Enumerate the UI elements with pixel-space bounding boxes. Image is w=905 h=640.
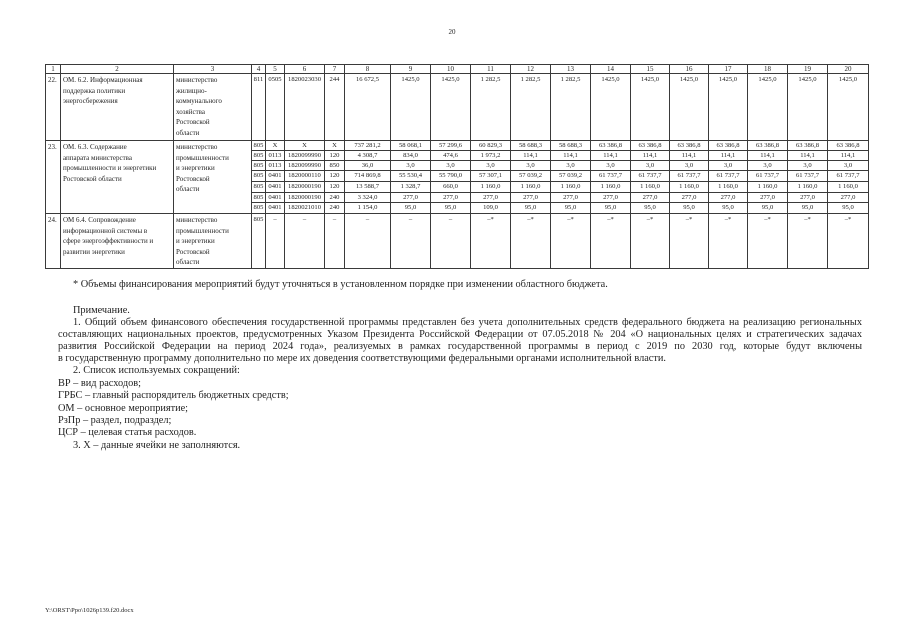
table-cell: 1 160,0	[471, 182, 511, 193]
measure-name: ОМ. 6.3. Содержание аппарата министерства промышленности и энергетики Ростовской области	[61, 141, 174, 214]
table-cell: 57 307,1	[471, 171, 511, 182]
table-cell: 1820099990	[285, 161, 325, 171]
table-cell: 0505	[266, 74, 285, 141]
table-cell: 95,0	[591, 203, 631, 214]
table-cell: 277,0	[591, 193, 631, 203]
table-cell: –*	[551, 214, 591, 269]
table-cell: 120	[325, 171, 345, 182]
notes-title: Примечание.	[73, 305, 130, 316]
table-cell: 63 386,8	[631, 141, 670, 151]
table-cell: 61 737,7	[631, 171, 670, 182]
table-cell: –	[391, 214, 431, 269]
table-cell: 55 530,4	[391, 171, 431, 182]
note-1-line: в государственную программу дополнительно по мере их доведения соответствующими федеральными органами исполнительной власти.	[58, 353, 666, 364]
table-cell: 1 160,0	[511, 182, 551, 193]
table-cell: 3,0	[511, 161, 551, 171]
table-cell: 0401	[266, 182, 285, 193]
table-header-cell: 14	[591, 65, 631, 74]
table-cell: 95,0	[709, 203, 748, 214]
table-cell: 63 386,8	[748, 141, 788, 151]
table-cell: 277,0	[391, 193, 431, 203]
table-cell: 1 160,0	[788, 182, 828, 193]
table-cell: 1 154,0	[345, 203, 391, 214]
table-cell: –*	[591, 214, 631, 269]
table-cell: 1425,0	[391, 74, 431, 141]
table-header-cell: 6	[285, 65, 325, 74]
table-header-cell: 7	[325, 65, 345, 74]
table-cell: 58 688,3	[551, 141, 591, 151]
page-number: 20	[448, 28, 456, 36]
abbreviation-item: ГРБС – главный распорядитель бюджетных средств;	[58, 390, 289, 401]
table-cell: 114,1	[828, 151, 869, 161]
table-cell: 1820000110	[285, 171, 325, 182]
table-cell: 850	[325, 161, 345, 171]
table-cell: –*	[828, 214, 869, 269]
table-cell: 1 282,5	[471, 74, 511, 141]
table-cell: 3,0	[748, 161, 788, 171]
table-cell: 805	[252, 141, 266, 151]
note-1-line: 1. Общий объем финансового обеспечения государственной программы представлен без учета дополнительных средств федерального бюджета на реализацию региональных	[73, 317, 862, 328]
table-cell: 114,1	[591, 151, 631, 161]
table-cell: 1425,0	[709, 74, 748, 141]
table-header-cell: 11	[471, 65, 511, 74]
table-cell: 57 039,2	[511, 171, 551, 182]
table-cell: –*	[748, 214, 788, 269]
table-cell: –	[285, 214, 325, 269]
table-cell: 95,0	[670, 203, 709, 214]
table-cell: 3,0	[551, 161, 591, 171]
table-cell: 244	[325, 74, 345, 141]
table-cell: 0401	[266, 203, 285, 214]
abbreviation-item: ЦСР – целевая статья расходов.	[58, 427, 197, 438]
table-cell: 1425,0	[788, 74, 828, 141]
table-cell: 95,0	[391, 203, 431, 214]
table-cell: 1 973,2	[471, 151, 511, 161]
table-cell: –*	[670, 214, 709, 269]
table-cell: 805	[252, 161, 266, 171]
table-cell: 95,0	[828, 203, 869, 214]
table-cell: 1 328,7	[391, 182, 431, 193]
table-cell: 805	[252, 203, 266, 214]
table-cell: 277,0	[551, 193, 591, 203]
table-cell: 805	[252, 214, 266, 269]
table-row	[46, 141, 869, 151]
measure-name: ОМ. 6.2. Информационная поддержка политики энергосбережения	[61, 74, 174, 141]
table-cell: Х	[266, 141, 285, 151]
table-cell: 58 068,1	[391, 141, 431, 151]
table-cell: 55 790,0	[431, 171, 471, 182]
table-cell: 95,0	[788, 203, 828, 214]
table-cell: 277,0	[828, 193, 869, 203]
table-cell: 714 869,8	[345, 171, 391, 182]
table-cell: 3,0	[631, 161, 670, 171]
table-cell: 277,0	[431, 193, 471, 203]
table-cell: 0401	[266, 193, 285, 203]
measure-name: ОМ 6.4. Сопровождение информационной системы в сфере энергоэффективности и развитии энергетики	[61, 214, 174, 269]
table-cell: 57 039,2	[551, 171, 591, 182]
table-cell: 114,1	[551, 151, 591, 161]
table-cell: 3,0	[828, 161, 869, 171]
table-cell: 1 282,5	[551, 74, 591, 141]
table-header-cell: 2	[61, 65, 174, 74]
table-cell: 277,0	[788, 193, 828, 203]
table-cell: 805	[252, 193, 266, 203]
table-cell: 277,0	[631, 193, 670, 203]
table-header-cell: 8	[345, 65, 391, 74]
table-cell: 4 308,7	[345, 151, 391, 161]
table-header-cell: 12	[511, 65, 551, 74]
file-path-footer: Y:\ORST\Ppo\1026p139.f20.docx	[45, 607, 134, 614]
table-cell: 1425,0	[431, 74, 471, 141]
table-cell: 114,1	[511, 151, 551, 161]
table-cell: 120	[325, 151, 345, 161]
table-cell: 1 160,0	[591, 182, 631, 193]
table-cell: 277,0	[511, 193, 551, 203]
table-cell: 0401	[266, 171, 285, 182]
table-cell: 834,0	[391, 151, 431, 161]
footnote: * Объемы финансирования мероприятий будут уточняться в установленном порядке при изменении областного бюджета.	[73, 279, 608, 290]
table-cell: 61 737,7	[709, 171, 748, 182]
table-cell: Х	[285, 141, 325, 151]
table-header-cell: 15	[631, 65, 670, 74]
note-1-line: составляющих национальных проектов, предусмотренных Указом Президента Российской Федерации от 07.05.2018 № 204 «О национальных целях и стратегических задачах	[58, 329, 862, 340]
table-cell: 95,0	[748, 203, 788, 214]
table-cell: 13 588,7	[345, 182, 391, 193]
table-cell: 95,0	[431, 203, 471, 214]
table-cell: 109,0	[471, 203, 511, 214]
table-cell: 3 324,0	[345, 193, 391, 203]
table-cell: –*	[631, 214, 670, 269]
table-cell: 277,0	[471, 193, 511, 203]
table-cell: –	[345, 214, 391, 269]
table-cell: 1820000190	[285, 193, 325, 203]
table-cell: 240	[325, 193, 345, 203]
table-cell: 805	[252, 171, 266, 182]
table-cell: 63 386,8	[788, 141, 828, 151]
table-cell: 1 160,0	[631, 182, 670, 193]
table-cell: 114,1	[748, 151, 788, 161]
table-cell: 36,0	[345, 161, 391, 171]
table-cell: 95,0	[631, 203, 670, 214]
table-cell: 114,1	[631, 151, 670, 161]
table-cell: 1425,0	[828, 74, 869, 141]
table-cell: 61 737,7	[828, 171, 869, 182]
table-cell: 737 281,2	[345, 141, 391, 151]
table-header-cell: 16	[670, 65, 709, 74]
table-cell: 1425,0	[591, 74, 631, 141]
table-cell: 1 160,0	[670, 182, 709, 193]
table-cell: 0113	[266, 151, 285, 161]
table-cell: 0113	[266, 161, 285, 171]
table-cell: 95,0	[551, 203, 591, 214]
table-cell: 1425,0	[670, 74, 709, 141]
table-cell: 277,0	[748, 193, 788, 203]
table-cell: 1820021010	[285, 203, 325, 214]
table-cell: –*	[511, 214, 551, 269]
row-number: 24.	[46, 214, 61, 269]
table-cell: 114,1	[670, 151, 709, 161]
table-cell: 61 737,7	[591, 171, 631, 182]
table-cell: 63 386,8	[828, 141, 869, 151]
table-cell: –	[325, 214, 345, 269]
table-cell: 16 672,5	[345, 74, 391, 141]
table-header-cell: 1	[46, 65, 61, 74]
table-header-cell: 5	[266, 65, 285, 74]
table-cell: –*	[471, 214, 511, 269]
table-cell: 120	[325, 182, 345, 193]
table-cell: 660,0	[431, 182, 471, 193]
table-header-cell: 3	[174, 65, 252, 74]
table-cell: 63 386,8	[591, 141, 631, 151]
table-cell: 474,6	[431, 151, 471, 161]
table-cell: Х	[325, 141, 345, 151]
funding-table	[45, 64, 869, 269]
table-cell: 1 160,0	[709, 182, 748, 193]
table-cell: 805	[252, 182, 266, 193]
table-cell: 277,0	[709, 193, 748, 203]
table-cell: 114,1	[788, 151, 828, 161]
table-cell: 114,1	[709, 151, 748, 161]
table-cell: –	[266, 214, 285, 269]
executor-name: министерство промышленности и энергетики Ростовской области	[174, 214, 252, 269]
table-header-cell: 4	[252, 65, 266, 74]
table-header-row	[46, 65, 869, 74]
executor-name: министерство промышленности и энергетики Ростовской области	[174, 141, 252, 214]
table-header-cell: 20	[828, 65, 869, 74]
row-number: 22.	[46, 74, 61, 141]
table-cell: 95,0	[511, 203, 551, 214]
table-cell: 3,0	[788, 161, 828, 171]
table-cell: 58 688,3	[511, 141, 551, 151]
table-cell: 1 160,0	[748, 182, 788, 193]
table-cell: 57 299,6	[431, 141, 471, 151]
table-cell: 1820000190	[285, 182, 325, 193]
table-cell: 1 160,0	[828, 182, 869, 193]
table-row	[46, 214, 869, 269]
table-cell: 811	[252, 74, 266, 141]
table-header-cell: 10	[431, 65, 471, 74]
abbreviation-item: РзПр – раздел, подраздел;	[58, 415, 172, 426]
table-cell: 3,0	[709, 161, 748, 171]
note-1-line: развития Российской Федерации на период 2024 года», реализуемых в рамках государственной программы в период с 2019 по 2030 год, которые будут включены	[58, 341, 862, 352]
table-cell: 63 386,8	[670, 141, 709, 151]
table-cell: 3,0	[391, 161, 431, 171]
table-header-cell: 19	[788, 65, 828, 74]
table-cell: 1820099990	[285, 151, 325, 161]
table-cell: 277,0	[670, 193, 709, 203]
table-cell: 3,0	[591, 161, 631, 171]
abbreviation-item: ОМ – основное мероприятие;	[58, 403, 189, 414]
table-cell: 1425,0	[748, 74, 788, 141]
table-cell: 61 737,7	[788, 171, 828, 182]
table-cell: 1820023030	[285, 74, 325, 141]
table-cell: 63 386,8	[709, 141, 748, 151]
table-cell: 240	[325, 203, 345, 214]
table-cell: 1 282,5	[511, 74, 551, 141]
table-cell: 3,0	[431, 161, 471, 171]
table-header-cell: 13	[551, 65, 591, 74]
table-cell: 3,0	[670, 161, 709, 171]
table-row	[46, 74, 869, 141]
note-2-title: 2. Список используемых сокращений:	[73, 365, 240, 376]
table-header-cell: 9	[391, 65, 431, 74]
table-cell: 805	[252, 151, 266, 161]
row-number: 23.	[46, 141, 61, 214]
abbreviation-item: ВР – вид расходов;	[58, 378, 141, 389]
executor-name: министерство жилищно- коммунального хозяйства Ростовской области	[174, 74, 252, 141]
table-cell: 61 737,7	[670, 171, 709, 182]
table-cell: –*	[788, 214, 828, 269]
table-header-cell: 18	[748, 65, 788, 74]
table-cell: 60 829,3	[471, 141, 511, 151]
table-cell: –	[431, 214, 471, 269]
table-cell: 61 737,7	[748, 171, 788, 182]
table-header-cell: 17	[709, 65, 748, 74]
note-3: 3. Х – данные ячейки не заполняются.	[73, 440, 241, 451]
table-cell: 3,0	[471, 161, 511, 171]
table-cell: –*	[709, 214, 748, 269]
table-cell: 1 160,0	[551, 182, 591, 193]
table-cell: 1425,0	[631, 74, 670, 141]
